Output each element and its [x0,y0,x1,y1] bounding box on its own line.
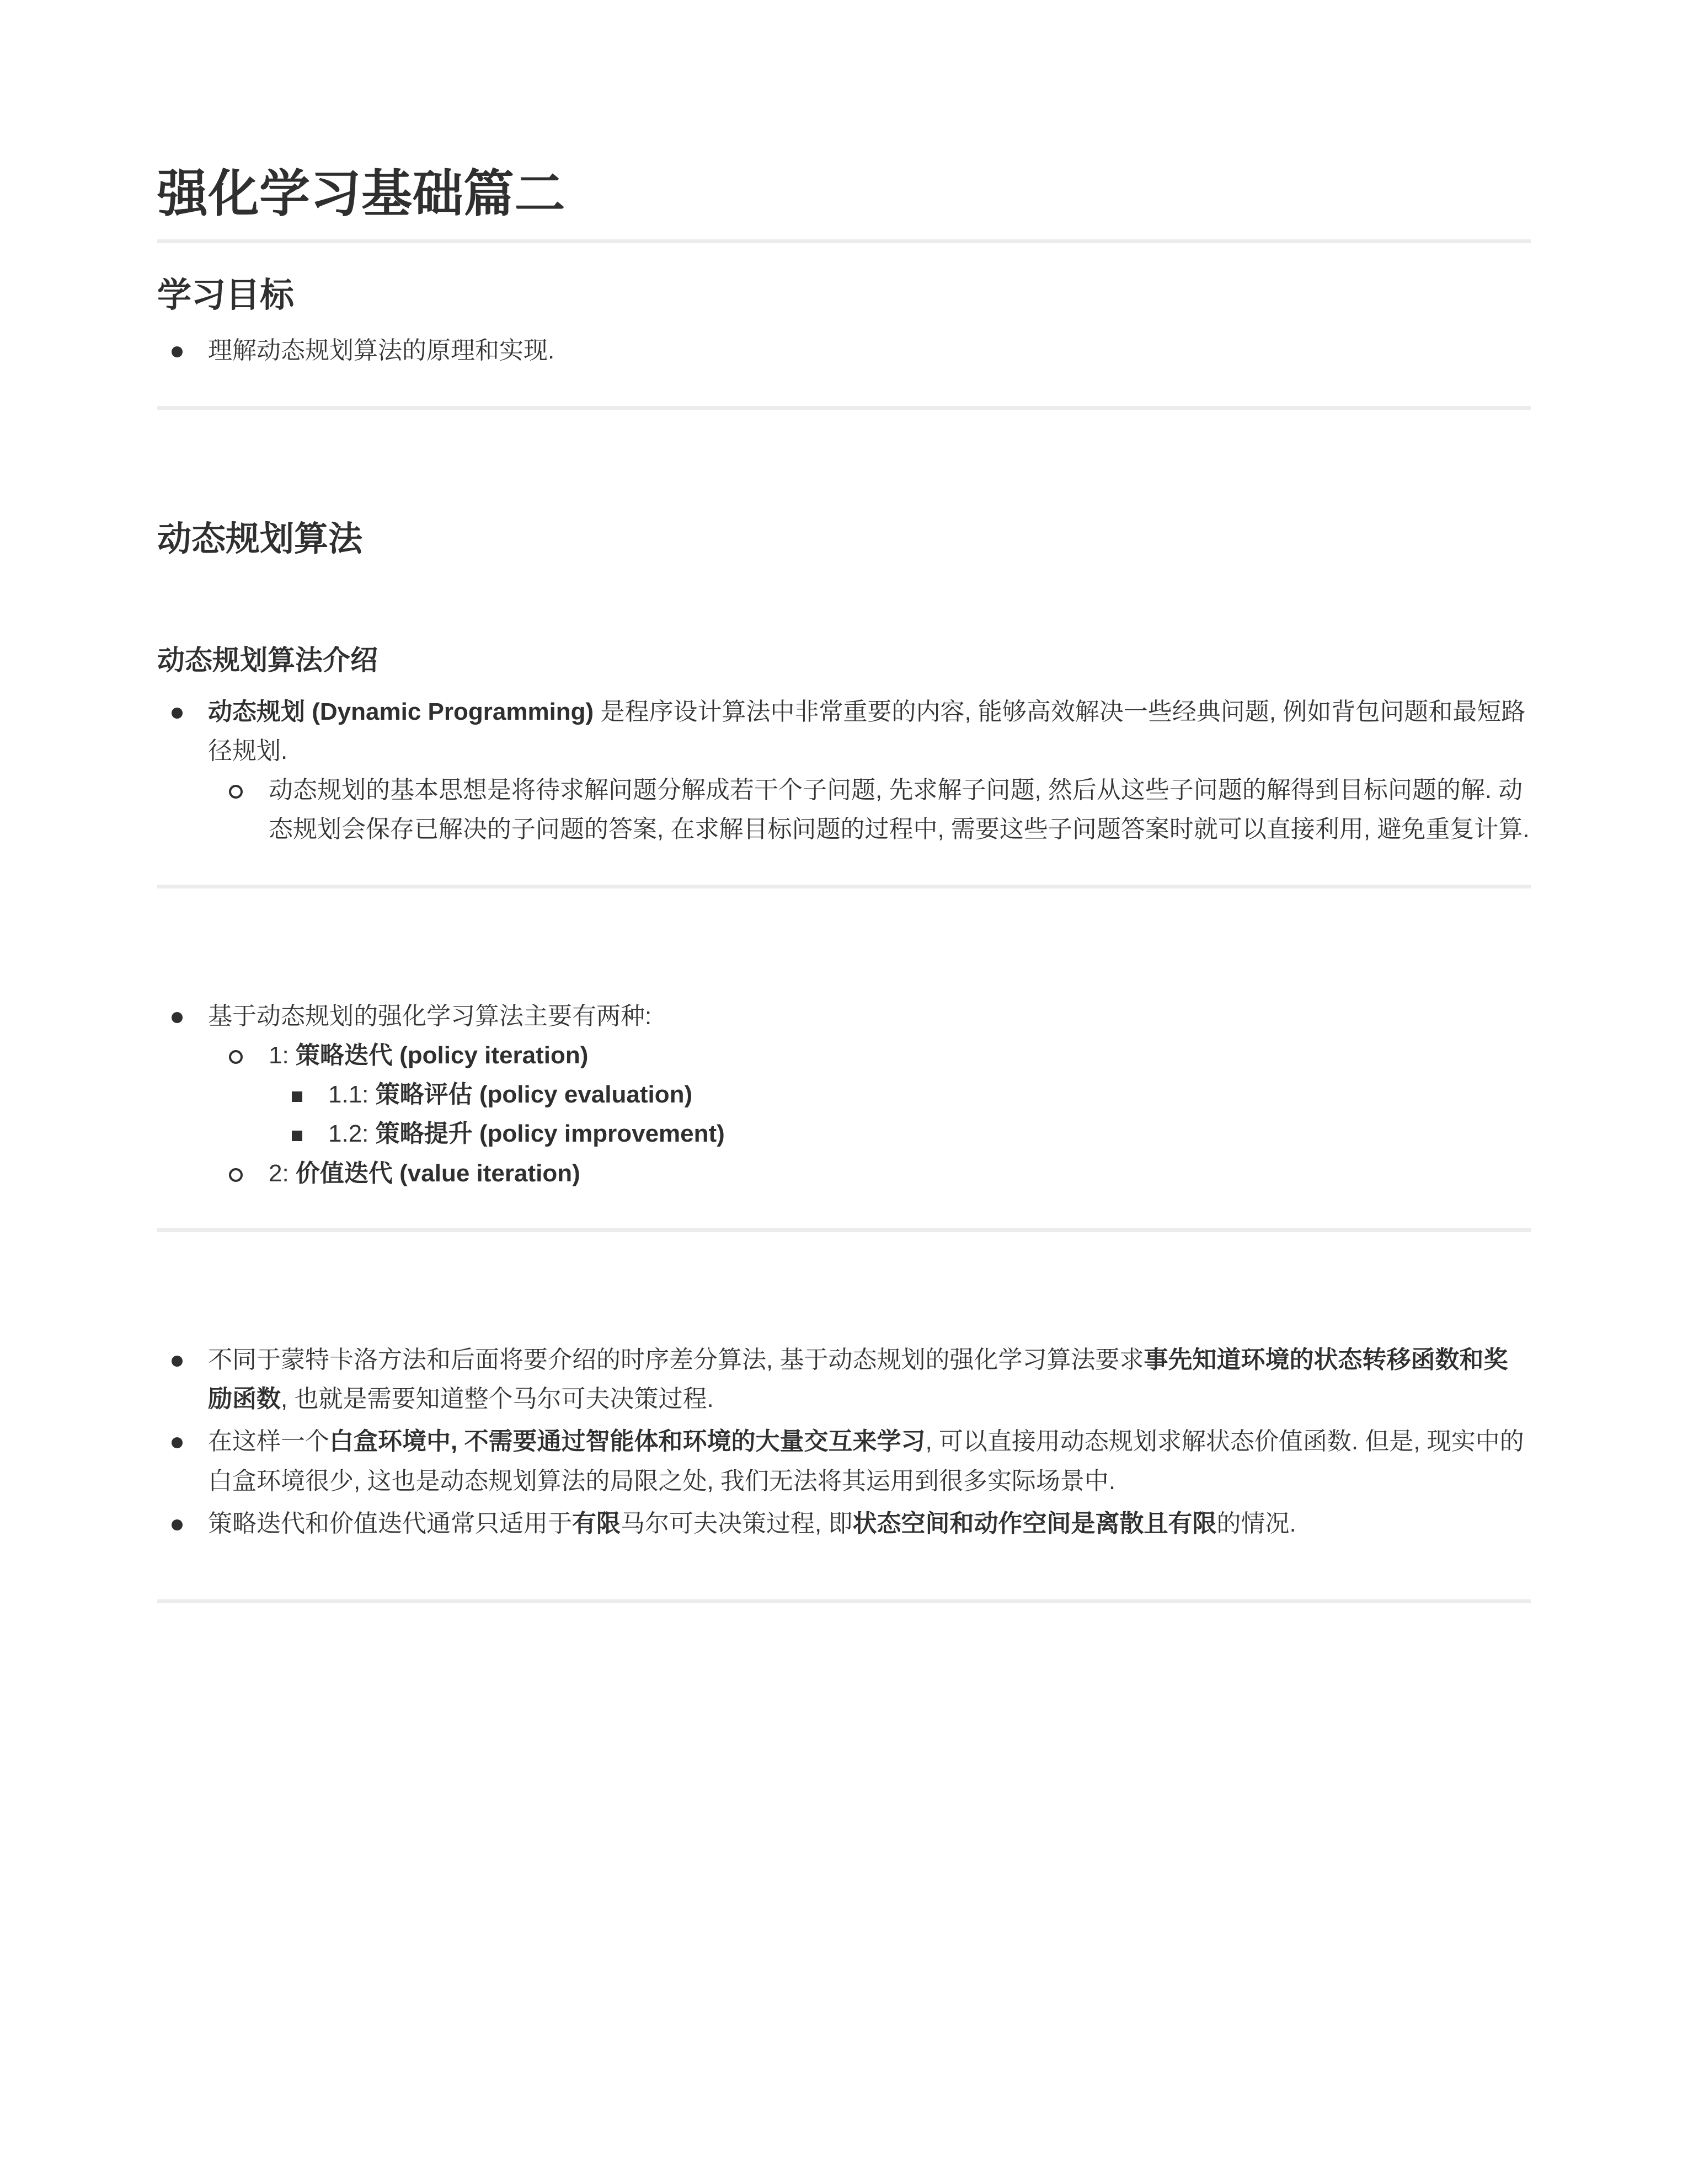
list-item-bold-text: 策略评估 (policy evaluation) [375,1081,693,1109]
algorithm-kinds-sublist [208,1036,1531,1193]
list-item-number: 1.1: [328,1081,376,1109]
list-item-text: 动态规划的基本思想是将待求解问题分解成若干个子问题, 先求解子问题, 然后从这些子问题的解得到目标问题的解. 动态规划会保存已解决的子问题的答案, 在求解目标问题的过程中, 需要这些子问题答案时就可以直接利用, 避免重复计算. [269,777,1530,843]
list-item-text: 不同于蒙特卡洛方法和后面将要介绍的时序差分算法, 基于动态规划的强化学习算法要求 [208,1346,1144,1373]
spacer [157,317,1531,331]
list-item-bold-text: 策略提升 (policy improvement) [375,1120,725,1148]
list-item-text-tail: , 可以直接用动态规划求解状态价值函数. 但是, 现实中的白盒环境很少, 这也是动态规划算法的局限之处, 我们无法将其运用到很多实际场景中. [208,1428,1524,1495]
section-divider-2 [157,885,1531,888]
list-item-text: 是程序设计算法中非常重要的内容, 能够高效解决一些经典问题, 例如背包问题和最短路径规划. [208,698,1526,764]
list-item-text-tail: , 也就是需要知道整个马尔可夫决策过程. [281,1385,714,1413]
policy-iteration-steps [269,1075,1531,1154]
section-heading-dynamic-programming: 动态规划算法 [157,520,363,558]
list-item-number: 1: [269,1041,296,1069]
list-item-text: 策略迭代和价值迭代通常只适用于 [208,1510,572,1538]
spacer [157,1196,1531,1228]
list-item [157,331,1531,370]
list-item [157,1340,1531,1419]
list-item-text: 基于动态规划的强化学习算法主要有两种: [208,1002,652,1030]
spacer [157,560,1531,643]
list-item-text: 理解动态规划算法的原理和实现. [208,337,555,365]
section-divider-4 [157,1599,1531,1603]
list-item-bold-text: 价值迭代 (value iteration) [295,1159,580,1187]
section-divider-1 [157,406,1531,410]
list-item-number: 1.2: [328,1120,376,1148]
list-item [208,1036,1531,1154]
spacer [157,1232,1531,1340]
subsection-heading-dp-intro: 动态规划算法介绍 [157,645,378,676]
spacer [157,410,1531,518]
list-item-bold-text: 白盒环境中, 不需要通过智能体和环境的大量交互来学习 [329,1428,926,1455]
section-heading-learning-objectives: 学习目标 [157,276,295,314]
list-item-bold-text-2: 状态空间和动作空间是离散且有限 [852,1510,1217,1538]
spacer [157,853,1531,885]
list-item-text-mid: 马尔可夫决策过程, 即 [621,1510,853,1538]
list-item [269,1114,1531,1153]
dp-intro-list [157,692,1531,849]
dp-intro-sublist [208,770,1531,849]
list-item [157,1422,1531,1501]
learning-objectives-list [157,331,1531,370]
list-item-bold-text: 策略迭代 (policy iteration) [295,1041,589,1069]
page-title: 强化学习基础篇二 [157,165,1531,243]
list-item [269,1075,1531,1114]
spacer [157,374,1531,406]
list-item [208,770,1531,849]
list-item [157,692,1531,849]
list-item [157,997,1531,1193]
spacer [157,1546,1531,1599]
algorithm-kinds-list [157,997,1531,1193]
dp-notes-list [157,1340,1531,1543]
spacer [157,888,1531,997]
list-item-text: 在这样一个 [208,1428,329,1455]
list-item-bold-text: 有限 [572,1510,621,1538]
list-item [208,1154,1531,1193]
list-item-bold-text: 事先知道环境的状态转移函数和奖励函数 [208,1346,1508,1413]
spacer [157,678,1531,692]
list-item [157,1504,1531,1543]
list-item-bold-lead: 动态规划 (Dynamic Programming) [208,698,594,725]
list-item-number: 2: [269,1159,296,1187]
section-divider-3 [157,1228,1531,1232]
list-item-text-tail: 的情况. [1216,1510,1296,1538]
